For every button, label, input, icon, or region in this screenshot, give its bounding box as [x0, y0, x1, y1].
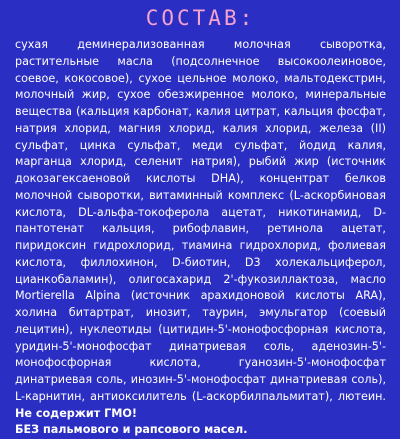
composition-text-block: [15, 37, 386, 439]
no-palm-oil-note: БЕЗ пальмового и рапсового масел.: [15, 423, 248, 437]
ingredients-text: сухая деминерализованная молочная сыворотка, растительные масла (подсолнечное высокоолеиновое, соевое, кокосовое), сухое цельное молоко, мальтодекстрин, молочный жир, сухое обезжиренное молоко, минеральные вещества (кальция карбонат, калия цитрат, кальция фосфат, натрия хлорид, магния хлорид, калия хлорид, железа (II) сульфат, цинка сульфат, меди сульфат, йодид калия, марганца хлорид, селенит натрия), рыбий жир (источник докозагексаеновой кислоты DHA), концентрат белков молочной сыворотки, витаминный комплекс (L-аскорбиновая кислота, DL-альфа-токоферола ацетат, никотинамид, D-пантотенат кальция, рибофлавин, ретинола ацетат, пиридоксин гидрохлорид, тиамина гидрохлорид, фолиевая кислота, филлохинон, D-биотин, D3 холекальциферол, цианкобаламин), олигосахарид 2'-фукозиллактоза, масло Mortierella Alpina (источник арахидоновой кислоты ARA), холина битартрат, инозит, таурин, эмульгатор (соевый лецитин), нуклеотиды (цитидин-5'-монофосфорная кислота, уридин-5'-монофосфат динатриевая соль, аденозин-5'-монофосфорная кислота, гуанозин-5'-монофосфат динатриевая соль, инозин-5'-монофосфат динатриевая соль), L-карнитин, антиоксилитель (L-аскорбилпальмитат), лютеин.: [15, 38, 386, 403]
no-gmo-note: Не содержит ГМО!: [15, 406, 138, 420]
section-title: СОСТАВ:: [145, 6, 256, 30]
